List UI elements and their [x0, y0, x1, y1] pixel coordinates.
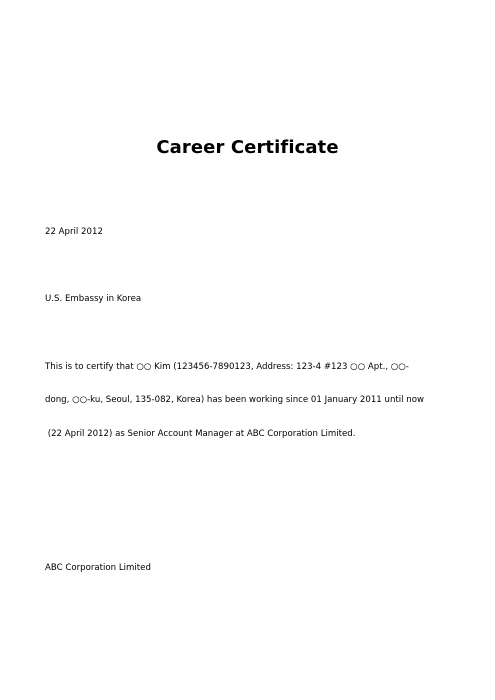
document-title: Career Certificate: [156, 137, 339, 158]
body-text-line: dong, ○○-ku, Seoul, 135-082, Korea) has been working since 01 January 2011 until now: [45, 395, 424, 405]
certificate-date: 22 April 2012: [45, 227, 103, 237]
body-text-line: (22 April 2012) as Senior Account Manager at ABC Corporation Limited.: [45, 429, 356, 439]
body-text-line: This is to certify that ○○ Kim (123456-7890123, Address: 123-4 #123 ○○ Apt., ○○-: [45, 362, 409, 372]
issuing-company: ABC Corporation Limited: [45, 563, 151, 573]
recipient: U.S. Embassy in Korea: [45, 294, 142, 304]
